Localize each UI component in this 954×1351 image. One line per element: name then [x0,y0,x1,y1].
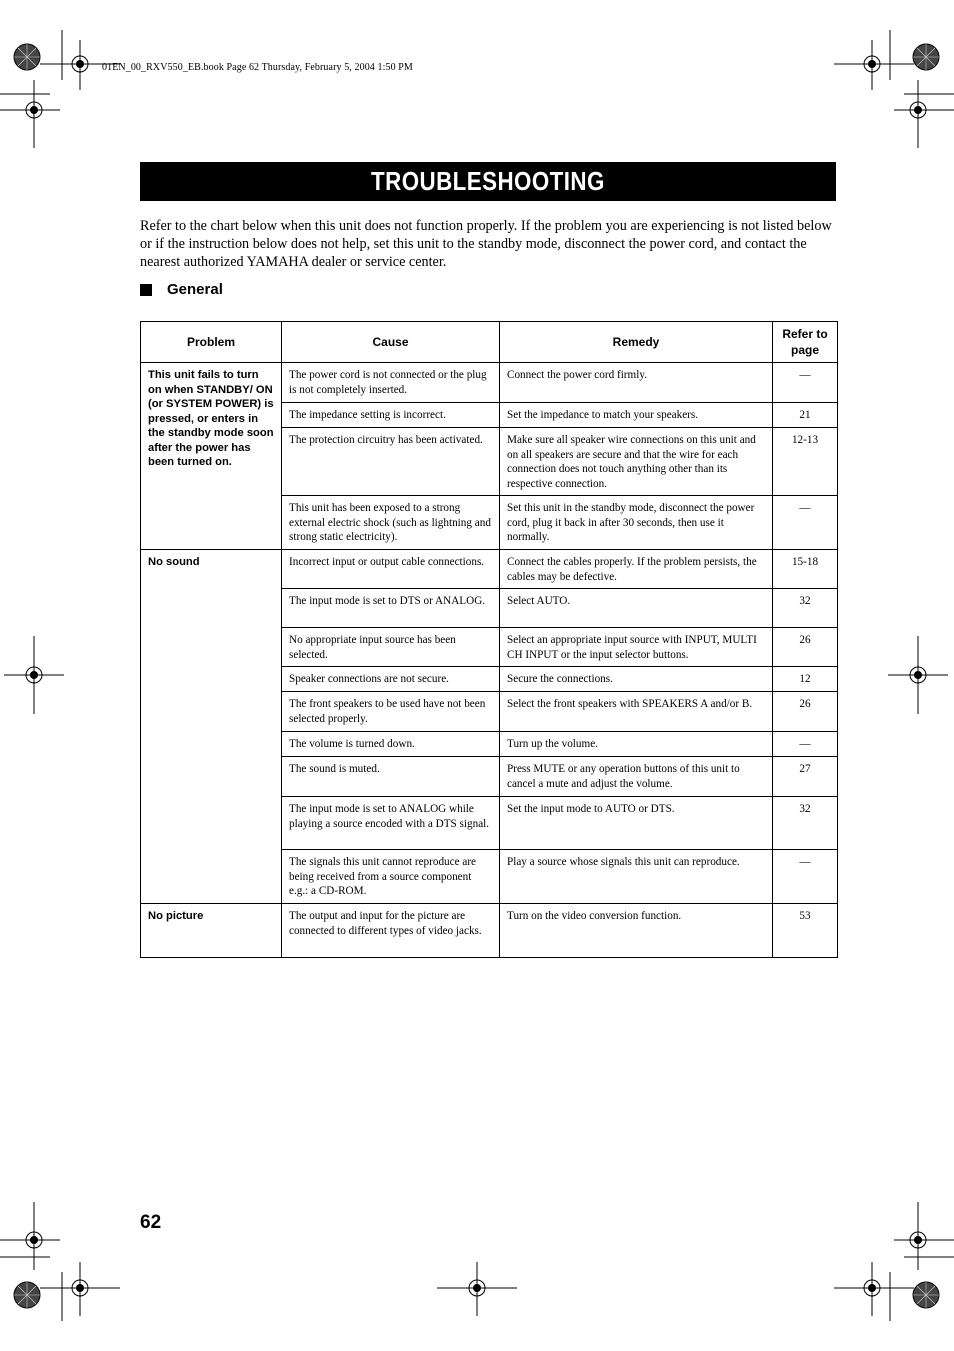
page-ref-cell: — [773,850,838,904]
page-ref-cell: 53 [773,904,838,958]
remedy-cell: Press MUTE or any operation buttons of this unit to cancel a mute and adjust the volume. [500,757,773,797]
cause-cell: The input mode is set to ANALOG while playing a source encoded with a DTS signal. [282,797,500,850]
remedy-cell: Make sure all speaker wire connections on this unit and on all speakers are secure and that the wire for each connection does not touch anything other than its respective connection. [500,428,773,496]
file-info-header: 01EN_00_RXV550_EB.book Page 62 Thursday, February 5, 2004 1:50 PM [102,62,413,73]
cause-cell: The output and input for the picture are connected to different types of video jacks. [282,904,500,958]
cause-cell: The power cord is not connected or the plug is not completely inserted. [282,363,500,403]
page-title: TROUBLESHOOTING [371,166,605,196]
cause-cell: Speaker connections are not secure. [282,667,500,692]
cause-cell: The front speakers to be used have not been selected properly. [282,692,500,732]
page-ref-cell: 15-18 [773,550,838,589]
problem-cell: No picture [141,904,282,958]
header-cause: Cause [282,322,500,363]
page-ref-cell: 12-13 [773,428,838,496]
remedy-cell: Select an appropriate input source with INPUT, MULTI CH INPUT or the input selector buttons. [500,628,773,667]
table-row [141,904,838,958]
remedy-cell: Select AUTO. [500,589,773,628]
page-ref-cell: 32 [773,797,838,850]
cause-cell: The signals this unit cannot reproduce are being received from a source component e.g.: a CD-ROM. [282,850,500,904]
table-row [141,363,838,403]
page-ref-cell: 12 [773,667,838,692]
page-ref-cell: — [773,732,838,757]
remedy-cell: Select the front speakers with SPEAKERS A and/or B. [500,692,773,732]
header-problem: Problem [141,322,282,363]
cause-cell: Incorrect input or output cable connections. [282,550,500,589]
page-ref-cell: 26 [773,628,838,667]
remedy-cell: Turn on the video conversion function. [500,904,773,958]
page-number: 62 [140,1212,162,1233]
remedy-cell: Set the impedance to match your speakers. [500,403,773,428]
problem-cell: No sound [141,550,282,904]
intro-paragraph: Refer to the chart below when this unit does not function properly. If the problem you are experiencing is not listed below or if the instruction below does not help, set this unit to the standby mode, disconnect the power cord, and contact the nearest authorized YAMAHA dealer or service center. [140,218,832,270]
cause-cell: The protection circuitry has been activated. [282,428,500,496]
troubleshooting-table [140,321,838,958]
page-ref-cell: — [773,496,838,550]
page-ref-cell: 26 [773,692,838,732]
table-body [141,363,838,958]
remedy-cell: Connect the cables properly. If the problem persists, the cables may be defective. [500,550,773,589]
remedy-cell: Connect the power cord firmly. [500,363,773,403]
page-ref-cell: — [773,363,838,403]
remedy-cell: Play a source whose signals this unit can reproduce. [500,850,773,904]
header-remedy: Remedy [500,322,773,363]
cause-cell: The sound is muted. [282,757,500,797]
cause-cell: The volume is turned down. [282,732,500,757]
table-row [141,550,838,589]
title-bar [140,162,836,201]
cause-cell: The input mode is set to DTS or ANALOG. [282,589,500,628]
section-title: General [167,281,223,298]
problem-cell: This unit fails to turn on when STANDBY/ ON (or SYSTEM POWER) is pressed, or enters in the standby mode soon after the power has been turned on. [141,363,282,550]
page-ref-cell: 32 [773,589,838,628]
table-header-row [141,322,838,363]
page-ref-cell: 27 [773,757,838,797]
remedy-cell: Turn up the volume. [500,732,773,757]
remedy-cell: Secure the connections. [500,667,773,692]
cause-cell: This unit has been exposed to a strong external electric shock (such as lightning and strong static electricity). [282,496,500,550]
remedy-cell: Set this unit in the standby mode, disconnect the power cord, plug it back in after 30 seconds, then use it normally. [500,496,773,550]
header-refer-page: Refer to page [773,322,838,363]
page-ref-cell: 21 [773,403,838,428]
remedy-cell: Set the input mode to AUTO or DTS. [500,797,773,850]
cause-cell: The impedance setting is incorrect. [282,403,500,428]
cause-cell: No appropriate input source has been selected. [282,628,500,667]
square-bullet-icon [140,284,152,296]
section-heading [140,281,223,298]
